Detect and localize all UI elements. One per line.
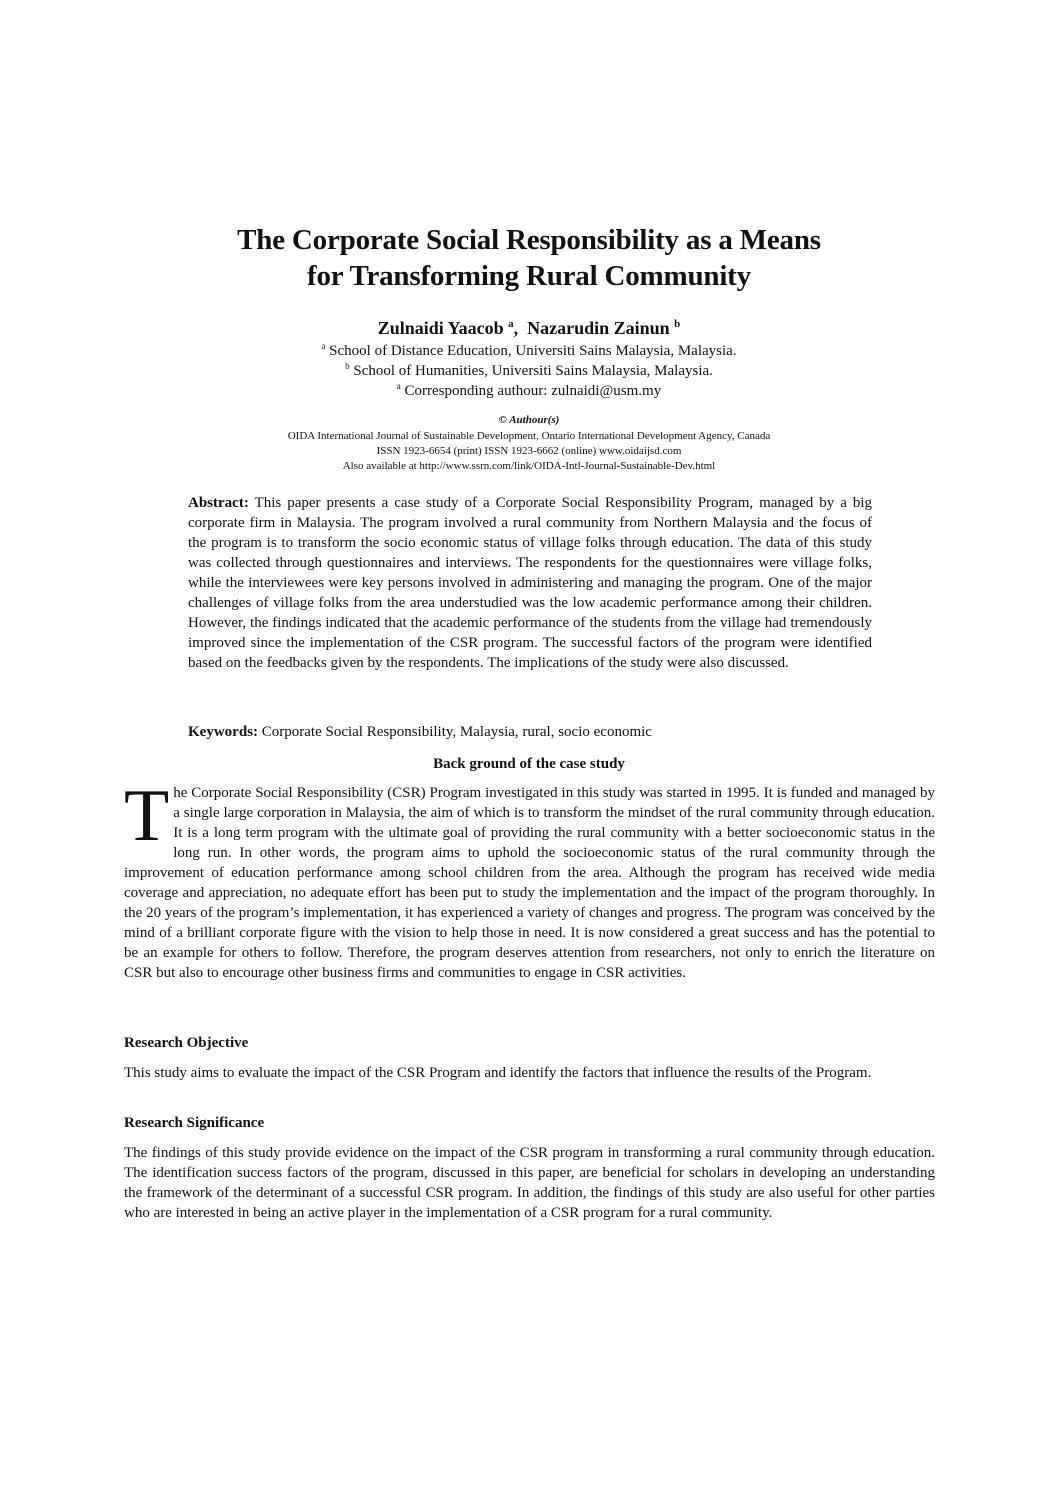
corresponding-author-text: Corresponding authour: zulnaidi@usm.my bbox=[404, 383, 662, 399]
title-line-2: for Transforming Rural Community bbox=[307, 260, 751, 292]
drop-cap: T bbox=[124, 775, 170, 857]
title-line-1: The Corporate Social Responsibility as a Means bbox=[237, 224, 821, 256]
paper-title bbox=[120, 222, 938, 294]
abstract-label: Abstract: bbox=[188, 495, 249, 511]
journal-name-line: OIDA International Journal of Sustainable Development, Ontario International Development Agency, Canada bbox=[287, 430, 771, 442]
journal-issn-line: ISSN 1923-6654 (print) ISSN 1923-6662 (online) www.oidaijsd.com bbox=[376, 445, 682, 457]
author-name: Nazarudin Zainun bbox=[527, 318, 670, 338]
affiliation-text: School of Humanities, Universiti Sains Malaysia, Malaysia. bbox=[353, 363, 713, 379]
research-objective-paragraph: This study aims to evaluate the impact of the CSR Program and identify the factors that influence the results of the Program. bbox=[124, 1065, 872, 1081]
affiliation-mark: b bbox=[345, 361, 350, 371]
author-affil-mark: b bbox=[674, 318, 681, 330]
affiliation-mark: a bbox=[396, 381, 401, 391]
keywords-label: Keywords: bbox=[188, 724, 258, 740]
abstract-text: This paper presents a case study of a Corporate Social Responsibility Program, managed by a big corporate firm in Malaysia. The program involved a rural community from Northern Malaysia and the focus of the program is to transform the socio economic status of village folks through education. The data of this study was collected through questionnaires and interviews. The respondents for the questionnaires were village folks, while the interviewees were key persons involved in administering and managing the program. One of the major challenges of village folks from the area understudied was the low academic performance among their children. However, the findings indicated that the academic performance of the students from the village had tremendously improved since the implementation of the CSR program. The successful factors of the program were identified based on the feedbacks given by the respondents. The implications of the study were also discussed. bbox=[188, 495, 873, 671]
author-name: Zulnaidi Yaacob bbox=[377, 318, 504, 338]
section-heading-research-objective: Research Objective bbox=[124, 1035, 249, 1051]
background-paragraph bbox=[124, 775, 935, 983]
author-affil-mark: a bbox=[508, 318, 514, 330]
keywords-text: Corporate Social Responsibility, Malaysia, rural, socio economic bbox=[261, 724, 652, 740]
copyright-line: © Authour(s) bbox=[498, 414, 560, 426]
journal-availability-line: Also available at http://www.ssrn.com/link/OIDA-Intl-Journal-Sustainable-Dev.html bbox=[342, 460, 716, 472]
abstract bbox=[188, 493, 872, 673]
affiliation-text: School of Distance Education, Universiti Sains Malaysia, Malaysia. bbox=[329, 343, 737, 359]
keywords bbox=[188, 722, 872, 742]
affiliation-mark: a bbox=[321, 341, 326, 351]
section-heading-background: Back ground of the case study bbox=[433, 756, 625, 772]
research-significance-paragraph: The findings of this study provide evidence on the impact of the CSR program in transforming a rural community through education. The identification success factors of the program, discussed in this paper, are beneficial for scholars in developing an understanding the framework of the determinant of a successful CSR program. In addition, the findings of this study are also useful for other parties who are interested in being an active player in the implementation of a CSR program for a rural community. bbox=[124, 1145, 935, 1221]
corresponding-author bbox=[120, 376, 938, 401]
background-text: he Corporate Social Responsibility (CSR) Program investigated in this study was started in 1995. It is funded and managed by a single large corporation in Malaysia, the aim of which is to transform the mindset of the rural community through education. It is a long term program with the ultimate goal of providing the rural community with a better socioeconomic status in the long run. In other words, the program aims to uphold the socioeconomic status of the rural community through the improvement of education performance among school children from the area. Although the program has received wide media coverage and appreciation, no adequate effort has been put to study the implementation and the impact of the program thoroughly. In the 20 years of the program’s implementation, it has experienced a variety of changes and progress. The program was conceived by the mind of a brilliant corporate figure with the vision to help those in need. It is now considered a great success and has the potential to be an example for others to follow. Therefore, the program deserves attention from researchers, not only to enrich the literature on CSR but also to encourage other business firms and communities to engage in CSR activities. bbox=[124, 785, 935, 981]
author-separator: , bbox=[513, 318, 519, 338]
section-heading-research-significance: Research Significance bbox=[124, 1115, 265, 1131]
